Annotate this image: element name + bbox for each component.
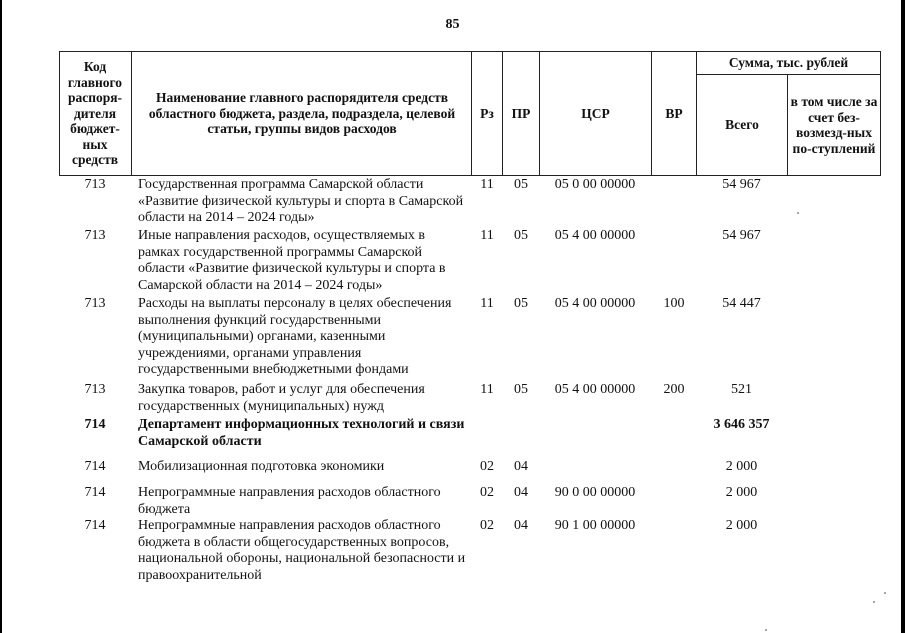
scan-speck <box>884 592 886 594</box>
scan-edge-left <box>0 0 2 633</box>
row-8-total: 2 000 <box>725 518 758 533</box>
header-code: Код главного распоря-дителя бюджет-ных средств <box>67 59 123 168</box>
row-1-name: Государственная программа Самарской области «Развитие физической культуры и спорта в Самарской области на 2014 – 2024 годы» <box>138 177 464 225</box>
header-rz: Рз <box>480 105 494 121</box>
scan-speck <box>797 212 799 214</box>
row-2-name: Иные направления расходов, осуществляемых в рамках государственной программы Самарской области «Развитие физической культуры и спорта в Самарской области на 2014 – 2024 годы» <box>138 228 446 293</box>
scan-speck <box>873 601 875 603</box>
header-sum: Сумма, тыс. рублей <box>728 55 849 71</box>
row-1-rz: 11 <box>480 177 494 192</box>
row-7-rz: 02 <box>480 485 494 500</box>
row-3-name: Расходы на выплаты персоналу в целях обеспечения выполнения функций государственными (муниципальными) органами, казенными учреждениями, органами управления государственными внебюджетными фондами <box>138 296 452 377</box>
row-6-rz: 02 <box>480 459 494 474</box>
row-7-total: 2 000 <box>725 485 758 500</box>
row-4-total: 521 <box>731 382 752 397</box>
header-csr: ЦСР <box>581 105 610 121</box>
row-1-total: 54 967 <box>722 177 761 192</box>
scan-edge-right <box>901 0 905 633</box>
row-6-pr: 04 <box>514 459 528 474</box>
row-4-rz: 11 <box>480 382 494 397</box>
header-name: Наименование главного распорядителя средств областного бюджета, раздела, подраздела, целевой статьи, группы видов расходов <box>148 90 456 137</box>
row-7-pr: 04 <box>514 485 528 500</box>
row-4-pr: 05 <box>514 382 528 397</box>
row-8-csr: 90 1 00 00000 <box>554 518 636 533</box>
row-6-code: 714 <box>84 459 106 474</box>
row-5-total: 3 646 357 <box>713 417 770 432</box>
row-7-csr: 90 0 00 00000 <box>554 485 636 500</box>
row-2-pr: 05 <box>514 228 528 243</box>
row-8-code: 714 <box>84 518 106 533</box>
header-grant: в том числе за счет без-возмезд-ных по-ступлений <box>790 94 878 156</box>
row-5-name: Департамент информационных технологий и связи Самарской области <box>138 417 465 449</box>
header-bottom-rule <box>59 175 880 176</box>
page-number: 85 <box>445 17 460 32</box>
row-5-code: 714 <box>84 417 106 432</box>
header-pr: ПР <box>511 105 531 121</box>
header-divider-0 <box>59 51 60 176</box>
row-7-name: Непрограммные направления расходов областного бюджета <box>138 485 441 517</box>
row-2-code: 713 <box>84 228 106 243</box>
row-3-csr: 05 4 00 00000 <box>554 296 636 311</box>
header-vr: ВР <box>665 105 683 121</box>
row-4-vr: 200 <box>663 382 685 397</box>
header-divider-1 <box>131 51 132 176</box>
row-2-csr: 05 4 00 00000 <box>554 228 636 243</box>
row-8-rz: 02 <box>480 518 494 533</box>
row-3-total: 54 447 <box>722 296 761 311</box>
scan-speck <box>765 629 767 631</box>
row-6-name: Мобилизационная подготовка экономики <box>138 459 385 474</box>
row-4-csr: 05 4 00 00000 <box>554 382 636 397</box>
row-4-name: Закупка товаров, работ и услуг для обеспечения государственных (муниципальных) нужд <box>138 382 425 414</box>
row-8-name: Непрограммные направления расходов областного бюджета в области общегосударственных вопросов, национальной обороны, национальной безопасности и правоохранительной <box>138 518 466 583</box>
row-4-code: 713 <box>84 382 106 397</box>
row-1-code: 713 <box>84 177 106 192</box>
row-1-csr: 05 0 00 00000 <box>554 177 636 192</box>
header-divider-8 <box>880 51 881 176</box>
row-2-rz: 11 <box>480 228 494 243</box>
row-3-code: 713 <box>84 296 106 311</box>
row-8-pr: 04 <box>514 518 528 533</box>
header-total: Всего <box>725 117 759 133</box>
row-3-rz: 11 <box>480 296 494 311</box>
row-7-code: 714 <box>84 485 106 500</box>
row-2-total: 54 967 <box>722 228 761 243</box>
row-3-pr: 05 <box>514 296 528 311</box>
row-6-total: 2 000 <box>725 459 758 474</box>
row-3-vr: 100 <box>663 296 685 311</box>
row-1-pr: 05 <box>514 177 528 192</box>
